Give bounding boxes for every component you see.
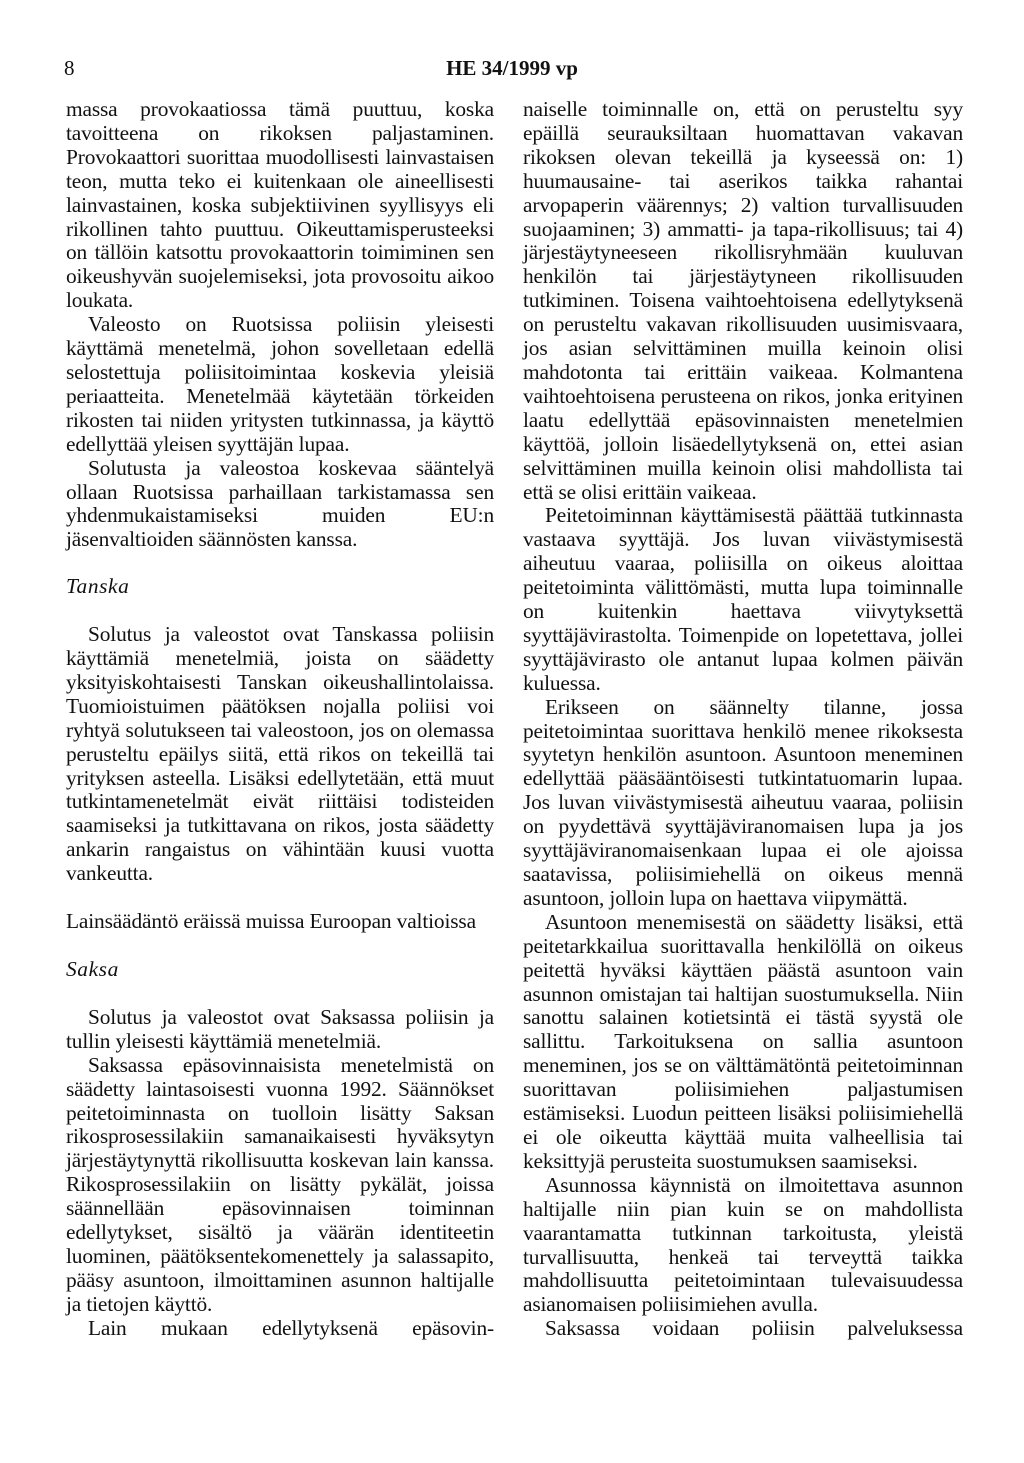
section-heading-saksa: Saksa xyxy=(66,957,119,981)
paragraph: Solutus ja valeostot ovat Saksassa poliisin ja tullin yleisesti käyttämiä menetelmiä. xyxy=(66,1004,494,1053)
paragraph: Saksassa epäsovinnaisista menetelmistä on säädetty laintasoisesti vuonna 1992. Säännökset peitetoiminnasta on tuolloin lisätty Saksan rikosprosessilakiin samanaikaisesti hyväksytyn järjestäytynyttä rikollisuutta koskevan lain kanssa. Rikosprosessilakiin on lisätty pykälät, joissa säännellään epäsovinnaisen toiminnan edellytykset, sisältö ja väärän identiteetin luominen, päätöksentekomenettely ja salassapito, pääsy asuntoon, ilmoittaminen asunnon haltijalle ja tietojen käyttö. xyxy=(66,1052,494,1316)
paragraph: Erikseen on säännelty tilanne, jossa peitetoimintaa suorittava henkilö menee rikoksesta syytetyn henkilön asuntoon. Asuntoon meneminen edellyttää pääsääntöisesti tutkintatuomarin lupaa. Jos luvan viivästymisestä aiheutuu vaaraa, poliisin on pyydettävä syyttäjäviranomaisen lupa ja jos syyttäjäviranomaisenkaan lupaa ei ole ajoissa saatavissa, poliisimiehellä on oikeus mennä asuntoon, jolloin lupa on haettava viipymättä. xyxy=(523,694,963,910)
section-heading-tanska: Tanska xyxy=(66,574,130,599)
right-column xyxy=(523,98,963,1341)
paragraph: naiselle toiminnalle on, että on perusteltu syy epäillä seurauksiltaan huomattavan vakavan rikoksen olevan tekeillä ja kyseessä on: 1) huumausaine- tai aserikos taikka rahantai arvopaperin väärennys; 2) valtion turvallisuuden suojaaminen; 3) ammatti- ja tapa-rikollisuus; tai 4) järjestäytyneeseen rikollisryhmään kuuluvan henkilön tai järjestäytyneen rikollisuuden tutkiminen. Toisena vaihtoehtoisena edellytyksenä on perusteltu vakavan rikollisuuden uusimisvaara, jos asian selvittäminen muilla keinoin olisi mahdotonta tai erittäin vaikeaa. Kolmantena vaihtoehtoisena perusteena on rikos, jonka erityinen laatu edellyttää epäsovinnaisten menetelmien käyttöä, jolloin lisäedellytyksenä on, ettei asian selvittäminen muilla keinoin olisi mahdollista tai että se olisi erittäin vaikeaa. xyxy=(523,97,963,504)
section-heading-europe: Lainsäädäntö eräissä muissa Euroopan valtioissa xyxy=(66,909,476,934)
paragraph: Asunnossa käynnistä on ilmoitettava asunnon haltijalle niin pian kuin se on mahdollista vaarantamatta tutkinnan tarkoitusta, yleistä turvallisuutta, henkeä tai terveyttä taikka mahdollisuutta peitetoimintaan tulevaisuudessa asianomaisen poliisimiehen avulla. xyxy=(523,1172,963,1317)
paragraph: Lain mukaan edellytyksenä epäsovin- xyxy=(88,1315,494,1340)
paragraph: Asuntoon menemisestä on säädetty lisäksi, että peitetarkkailua suorittavalla henkilöllä on oikeus peitettä hyväksi käyttäen päästä asuntoon vain asunnon omistajan tai haltijan suostumuksella. Niin sanottu salainen kotietsintä ei tästä syystä ole sallittu. Tarkoituksena on sallia asuntoon meneminen, jos se on välttämätöntä peitetoiminnan suorittavan poliisimiehen paljastumisen estämiseksi. Luodun peitteen lisäksi poliisimiehellä ei ole oikeutta käyttää muita valheellisia tai keksittyjä perusteita suostumuksen saamiseksi. xyxy=(523,909,963,1173)
paragraph: Solutus ja valeostot ovat Tanskassa poliisin käyttämiä menetelmiä, joista on säädetty yksityiskohtaisesti Tanskan oikeushallintolaissa. Tuomioistuimen päätöksen nojalla poliisi voi ryhtyä solutukseen tai valeostoon, jos on olemassa perusteltu epäilys siitä, että rikos on tekeillä tai yrityksen asteella. Lisäksi edellytetään, että muut tutkintamenetelmät eivät riittäisi todisteiden saamiseksi ja tutkittavana on rikos, josta säädetty ankarin rangaistus on vähintään kuusi vuotta vankeutta. xyxy=(66,622,494,886)
page-number: 8 xyxy=(64,56,75,80)
paragraph: Saksassa voidaan poliisin palveluksessa xyxy=(545,1316,963,1341)
paragraph: Peitetoiminnan käyttämisestä päättää tutkinnasta vastaava syyttäjä. Jos luvan viivästymisestä aiheutuu vaaraa, poliisilla on oikeus aloittaa peitetoiminta välittömästi, mutta lupa toiminnalle on kuitenkin haettava viivytyksettä syyttäjävirastolta. Toimenpide on lopetettava, jollei syyttäjävirasto ole antanut lupaa kolmen päivän kuluessa. xyxy=(523,503,963,695)
running-head: HE 34/1999 vp xyxy=(446,56,578,80)
paragraph: massa provokaatiossa tämä puuttuu, koska tavoitteena on rikoksen paljastaminen. Provokaattori suorittaa muodollisesti lainvastaisen teon, mutta teko ei kuitenkaan ole aineellisesti lainvastainen, koska subjektiivinen syyllisyys eli rikollinen tahto puuttuu. Oikeuttamisperusteeksi on tällöin katsottu provokaattorin toimiminen sen oikeushyvän suojelemiseksi, jota provosoitu aikoo loukata. xyxy=(66,97,494,313)
left-column xyxy=(66,98,494,1341)
paragraph: Valeosto on Ruotsissa poliisin yleisesti käyttämä menetelmä, johon sovelletaan edellä selostettuja poliisitoimintaa koskevia yleisiä periaatteita. Menetelmää käytetään törkeiden rikosten tai niiden yritysten tutkinnassa, ja käyttö edellyttää yleisen syyttäjän lupaa. xyxy=(66,312,494,456)
paragraph: Solutusta ja valeostoa koskevaa sääntelyä ollaan Ruotsissa parhaillaan tarkistamassa sen yhdenmukaistamiseksi muiden EU:n jäsenvaltioiden säännösten kanssa. xyxy=(66,455,494,552)
